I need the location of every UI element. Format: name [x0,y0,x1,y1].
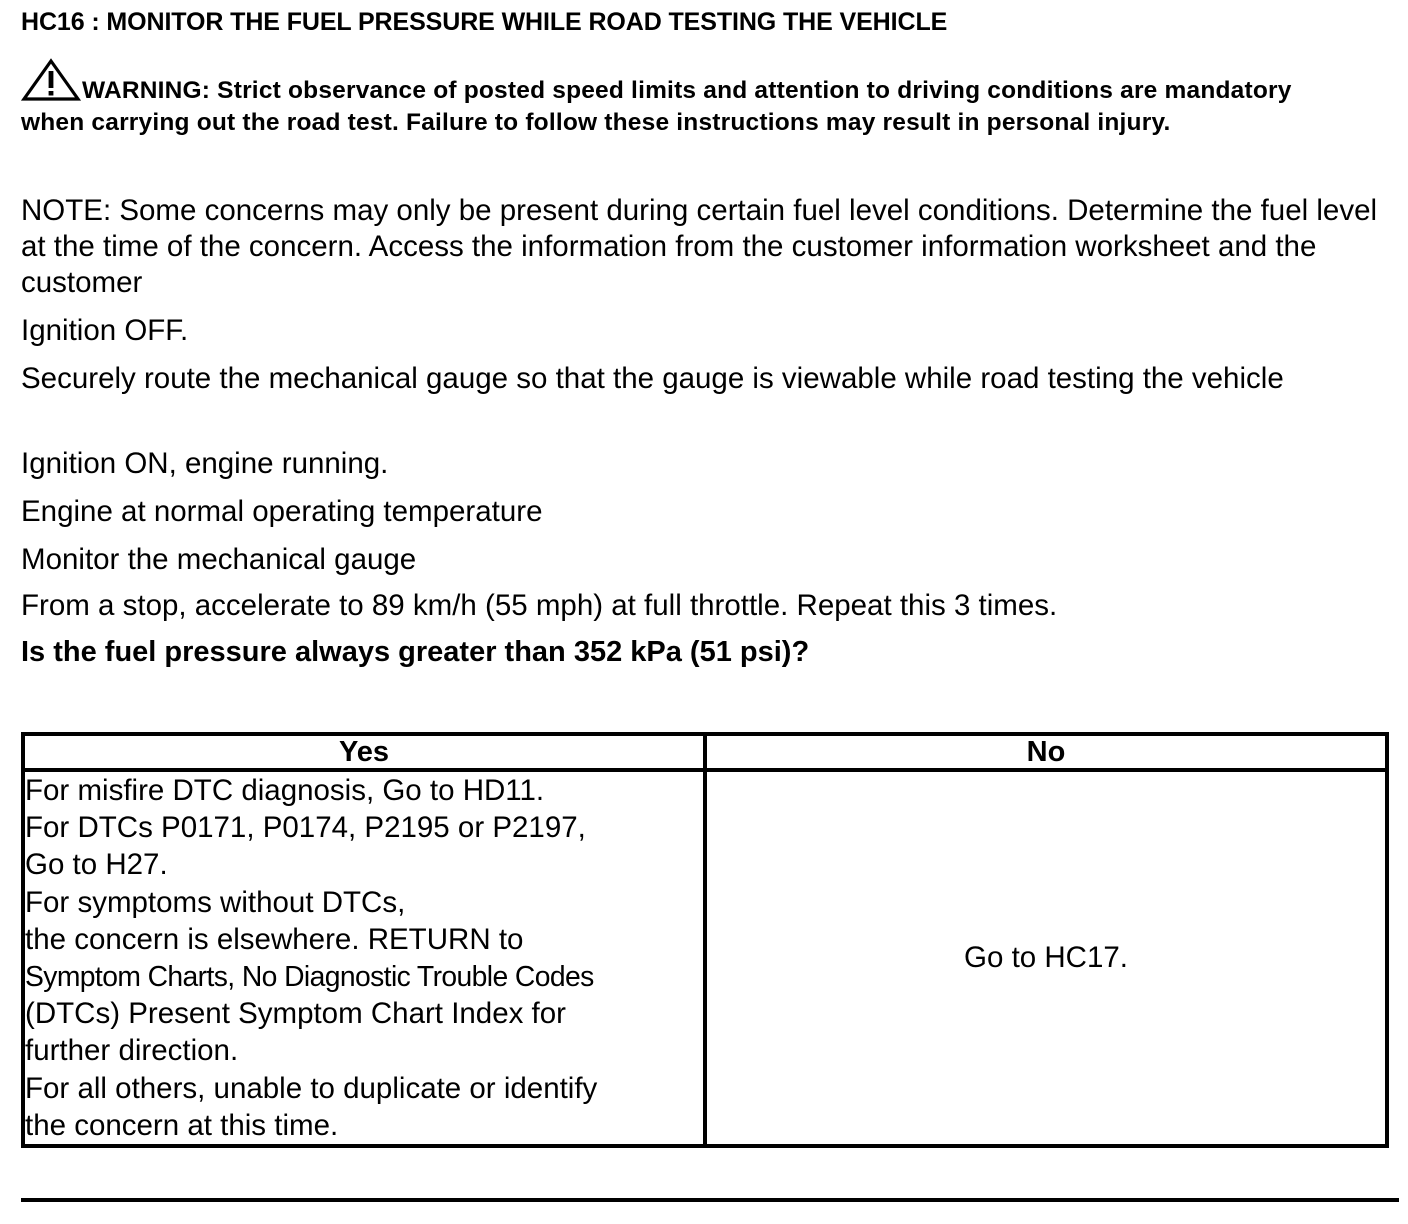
step-ignition-off: Ignition OFF. [21,314,189,347]
yes-line: the concern is elsewhere. RETURN to [25,922,524,956]
no-result-text: Go to HC17. [964,941,1128,975]
yes-line: further direction. [25,1034,239,1068]
question-text: Is the fuel pressure always greater than 352 kPa (51 psi)? [21,636,810,668]
step-route-gauge: Securely route the mechanical gauge so that the gauge is viewable while road testing the vehicle [21,362,1284,395]
yes-line: For misfire DTC diagnosis, Go to HD11. [25,774,545,807]
yes-line: For symptoms without DTCs, [25,885,406,919]
bottom-divider [21,1198,1399,1202]
yes-cell [23,770,705,1146]
step-accelerate: From a stop, accelerate to 89 km/h (55 mph) at full throttle. Repeat this 3 times. [21,589,1058,622]
note-text: NOTE: Some concerns may only be present during certain fuel level conditions. Determine the fuel level at the time of the concern. Access the information from the customer information worksheet and the customer [21,194,1378,299]
table-header-row [23,734,1387,770]
no-header: No [705,734,1387,770]
yes-header: Yes [23,734,705,770]
step-monitor-gauge: Monitor the mechanical gauge [21,543,417,576]
warning-text: WARNING: Strict observance of posted speed limits and attention to driving conditions are mandatory when carrying out the road test. Failure to follow these instructions may result in personal injury. [21,77,1292,136]
yes-line: Go to H27. [25,848,168,882]
step-engine-temp: Engine at normal operating temperature [21,495,543,528]
no-cell [705,770,1387,1146]
warning-triangle-icon [21,58,81,102]
yes-line: For DTCs P0171, P0174, P2195 or P2197, [25,811,586,845]
step-ignition-on: Ignition ON, engine running. [21,447,389,480]
yes-line: For all others, unable to duplicate or identify [25,1071,598,1105]
yes-line: (DTCs) Present Symptom Chart Index for [25,997,566,1031]
table-row [23,770,1387,1146]
result-table [21,732,1389,1148]
warning-block [21,58,1361,139]
yes-line: the concern at this time. [25,1108,339,1142]
yes-line: Symptom Charts, No Diagnostic Trouble Codes [25,960,594,993]
step-heading: HC16 : MONITOR THE FUEL PRESSURE WHILE ROAD TESTING THE VEHICLE [21,8,948,36]
